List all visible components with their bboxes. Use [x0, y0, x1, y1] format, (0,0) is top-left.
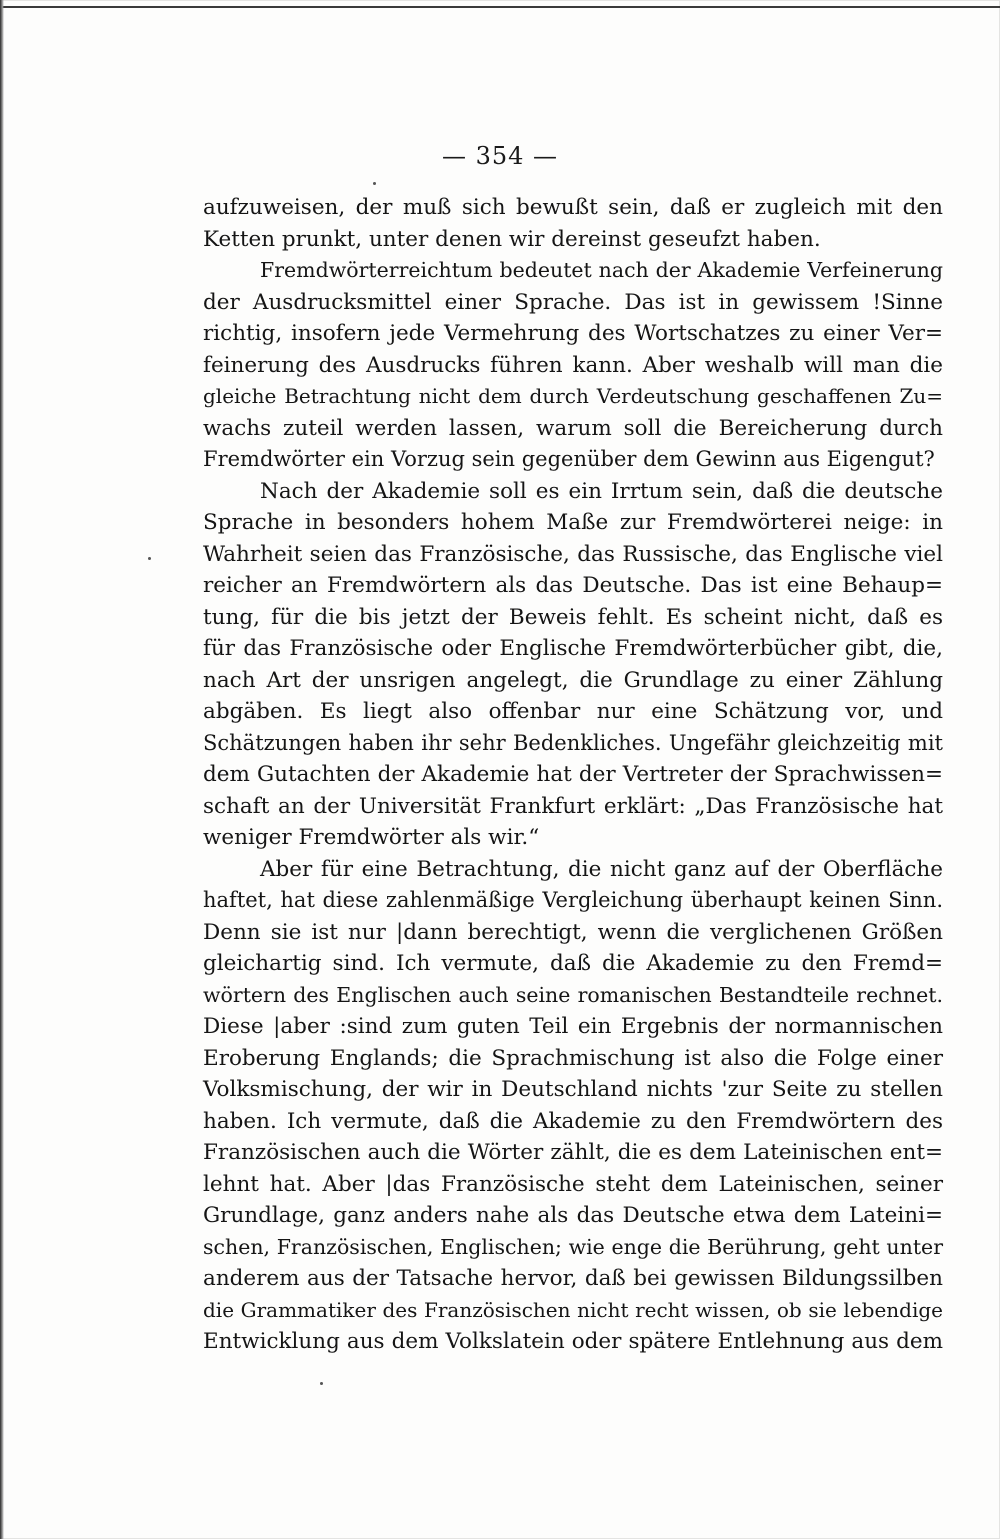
text-line: haben. Ich vermute, daß die Akademie zu den Fremdwörtern des — [203, 1108, 943, 1134]
text-line: Wahrheit seien das Französische, das Russische, das Englische viel — [203, 541, 943, 567]
scan-speck — [148, 557, 151, 560]
text-line: Fremdwörter ein Vorzug sein gegenüber dem Gewinn aus Eigengut? — [203, 447, 935, 471]
text-line: gleichartig sind. Ich vermute, daß die Akademie zu den Fremd= — [203, 951, 943, 976]
text-line: Eroberung Englands; die Sprachmischung ist also die Folge einer — [203, 1045, 943, 1071]
text-line: feinerung des Ausdrucks führen kann. Aber weshalb will man die — [203, 352, 943, 378]
text-line: für das Französische oder Englische Fremdwörterbücher gibt, die, — [203, 636, 943, 661]
text-line: richtig, insofern jede Vermehrung des Wortschatzes zu einer Ver= — [203, 321, 943, 346]
text-line: Aber für eine Betrachtung, die nicht ganz auf der Oberfläche — [260, 856, 943, 882]
text-line: haftet, hat diese zahlenmäßige Vergleichung überhaupt keinen Sinn. — [203, 888, 943, 912]
text-line: tung, für die bis jetzt der Beweis fehlt. Es scheint nicht, daß es — [203, 604, 943, 630]
text-line: wachs zuteil werden lassen, warum soll die Bereicherung durch — [203, 415, 943, 441]
text-line: wörtern des Englischen auch seine romanischen Bestandteile rechnet. — [203, 982, 943, 1007]
text-line: gleiche Betrachtung nicht dem durch Verdeutschung geschaffenen Zu= — [203, 384, 943, 408]
scan-speck — [373, 182, 376, 185]
text-line: Schätzungen haben ihr sehr Bedenkliches. Ungefähr gleichzeitig mit — [203, 730, 943, 755]
text-line: Denn sie ist nur |dann berechtigt, wenn die verglichenen Größen — [203, 919, 943, 945]
text-line: schen, Französischen, Englischen; wie enge die Berührung, geht unter — [203, 1234, 943, 1259]
text-line: lehnt hat. Aber |das Französische steht dem Lateinischen, seiner — [203, 1171, 943, 1197]
scan-speck — [320, 1382, 323, 1385]
body-text — [203, 192, 943, 1358]
text-line: aufzuweisen, der muß sich bewußt sein, daß er zugleich mit den — [203, 195, 943, 220]
text-line: Französischen auch die Wörter zählt, die es dem Lateinischen ent= — [203, 1140, 943, 1165]
page-number: — 354 — — [441, 142, 559, 170]
text-line: reicher an Fremdwörtern als das Deutsche. Das ist eine Behaup= — [203, 573, 943, 598]
text-line: Sprache in besonders hohem Maße zur Fremdwörterei neige: in — [203, 510, 943, 535]
binding-edge-shadow — [0, 0, 4, 1539]
page-top-border — [0, 6, 1000, 8]
text-line: abgäben. Es liegt also offenbar nur eine Schätzung vor, und — [203, 699, 943, 724]
text-line: der Ausdrucksmittel einer Sprache. Das ist in gewissem !Sinne — [203, 289, 943, 315]
text-line: Ketten prunkt, unter denen wir dereinst geseufzt haben. — [203, 226, 821, 252]
text-line: Fremdwörterreichtum bedeutet nach der Akademie Verfeinerung — [260, 258, 943, 282]
text-line: Diese |aber :sind zum guten Teil ein Ergebnis der normannischen — [203, 1014, 943, 1039]
text-line: schaft an der Universität Frankfurt erklärt: „Das Französische hat — [203, 793, 943, 819]
text-line: Entwicklung aus dem Volkslatein oder spätere Entlehnung aus dem — [203, 1329, 943, 1354]
text-line: nach Art der unsrigen angelegt, die Grundlage zu einer Zählung — [203, 667, 943, 693]
text-line: weniger Fremdwörter als wir.“ — [203, 825, 540, 850]
text-line: die Grammatiker des Französischen nicht recht wissen, ob sie lebendige — [203, 1297, 943, 1322]
text-line: Grundlage, ganz anders nahe als das Deutsche etwa dem Lateini= — [203, 1203, 943, 1228]
text-line: anderem aus der Tatsache hervor, daß bei gewissen Bildungssilben — [203, 1266, 943, 1291]
text-line: Volksmischung, der wir in Deutschland nichts 'zur Seite zu stellen — [203, 1077, 943, 1102]
text-line: dem Gutachten der Akademie hat der Vertreter der Sprachwissen= — [203, 762, 943, 787]
text-line: Nach der Akademie soll es ein Irrtum sein, daß die deutsche — [260, 478, 943, 504]
